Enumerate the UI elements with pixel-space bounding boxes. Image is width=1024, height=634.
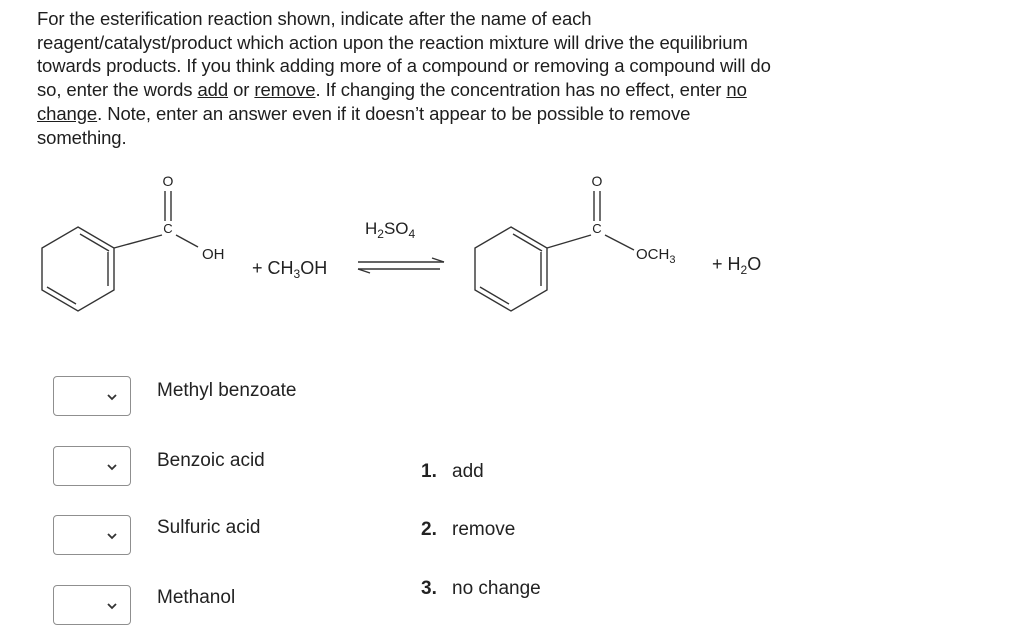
benzene-ring — [475, 227, 547, 311]
catalyst-formula: $H_2SO_4$ — [365, 219, 416, 241]
answer-dropdown-methyl-benzoate[interactable] — [53, 376, 131, 416]
option-text: no change — [452, 578, 541, 599]
acid-hydroxyl: OH — [202, 246, 225, 263]
keyword-add: add — [197, 79, 229, 101]
methanol-formula: + $CH_3OH$ — [252, 258, 328, 281]
keyword-remove: remove — [254, 79, 316, 101]
ester-carbonyl-oxygen: O — [591, 173, 603, 189]
option-no-change — [421, 578, 541, 600]
option-text: remove — [452, 519, 516, 540]
ester-carbon: C — [592, 221, 602, 236]
keyword-no-change: no change — [37, 79, 747, 124]
row-label: Benzoic acid — [157, 450, 265, 471]
chevron-down-icon — [106, 532, 118, 540]
answer-dropdown-sulfuric-acid[interactable] — [53, 515, 131, 555]
chevron-down-icon — [106, 463, 118, 471]
option-text: add — [452, 461, 484, 482]
methoxy-group: $OCH_3$ — [636, 246, 676, 266]
water-formula: + $H_2O$ — [712, 254, 762, 277]
row-label: Sulfuric acid — [157, 517, 261, 538]
chevron-down-icon — [106, 602, 118, 610]
chevron-down-icon — [106, 393, 118, 401]
benzene-ring — [42, 227, 114, 311]
answer-dropdown-benzoic-acid[interactable] — [53, 446, 131, 486]
option-add — [421, 461, 484, 483]
question-part: . If changing the concentration has no effect, enter — [315, 79, 727, 101]
option-number: 3. — [421, 578, 437, 599]
answer-dropdown-methanol[interactable] — [53, 585, 131, 625]
question-part: For the esterification reaction shown, indicate after the name of each reagent/catalyst/product which action upon the reaction mixture will drive the equilibrium towards products. If you think adding more of a compound or removing a compound will do so, enter the words — [37, 8, 771, 101]
row-label: Methanol — [157, 587, 236, 608]
question-part: or — [228, 79, 255, 101]
option-number: 1. — [421, 461, 437, 482]
acid-carbon: C — [163, 221, 173, 236]
option-number: 2. — [421, 519, 437, 540]
acid-carbonyl-oxygen: O — [162, 173, 174, 189]
option-remove — [421, 519, 515, 541]
question-text — [37, 7, 777, 149]
reaction-scheme — [0, 160, 1024, 335]
question-part: . Note, enter an answer even if it doesn’t appear to be possible to remove something. — [37, 102, 691, 148]
row-label: Methyl benzoate — [157, 380, 297, 401]
